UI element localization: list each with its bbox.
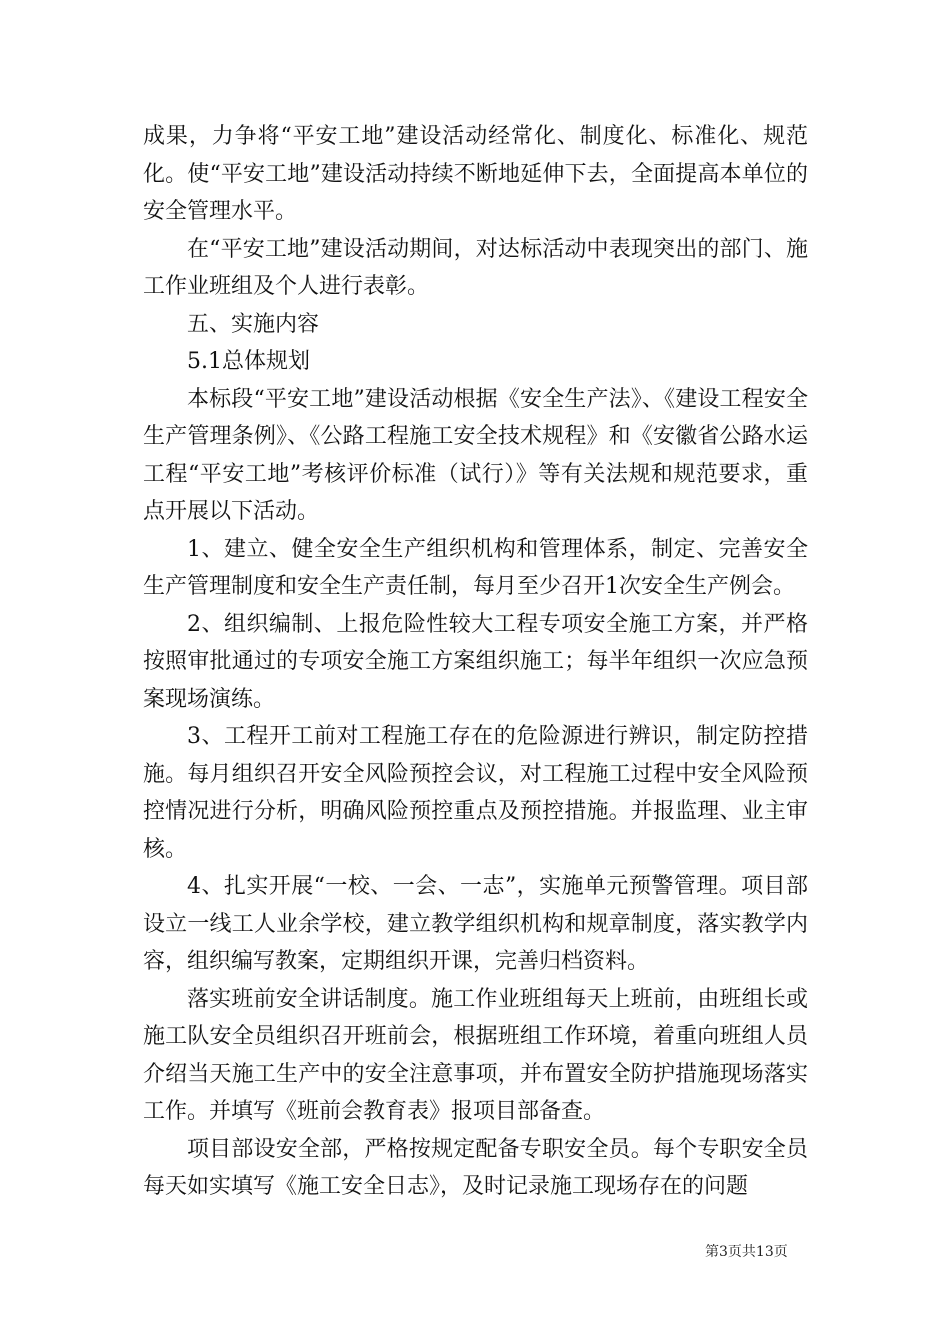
section-heading: 五、实施内容 (187, 311, 320, 337)
paragraph: 本标段“平安工地”建设活动根据《安全生产法》、《建设工程安全生产管理条例》、《公路工程施工安全技术规程》和《安徽省公路水运工程“平安工地”考核评价标准（试行）》等有关法规和规范要求，重点开展以下活动。 (143, 386, 808, 524)
list-item: 4、扎实开展“一校、一会、一志”，实施单元预警管理。项目部设立一线工人业余学校，建立教学组织机构和规章制度，落实教学内容，组织编写教案，定期组织开课，完善归档资料。 (143, 874, 808, 974)
paragraph: 项目部设安全部，严格按规定配备专职安全员。每个专职安全员每天如实填写《施工安全日志》，及时记录施工现场存在的问题 (143, 1136, 808, 1199)
subsection-heading: 5.1总体规划 (187, 349, 310, 374)
page-number: 第3页共13页 (705, 1244, 788, 1260)
document-body (143, 118, 808, 1206)
list-item: 1、建立、健全安全生产组织机构和管理体系，制定、完善安全生产管理制度和安全生产责任制，每月至少召开1次安全生产例会。 (143, 536, 808, 599)
list-item: 2、组织编制、上报危险性较大工程专项安全施工方案，并严格按照审批通过的专项安全施工方案组织施工；每半年组织一次应急预案现场演练。 (143, 611, 808, 712)
list-item: 3、工程开工前对工程施工存在的危险源进行辨识，制定防控措施。每月组织召开安全风险预控会议，对工程施工过程中安全风险预控情况进行分析，明确风险预控重点及预控措施。并报监理、业主审核。 (143, 724, 808, 862)
paragraph: 成果，力争将“平安工地”建设活动经常化、制度化、标准化、规范化。使“平安工地”建设活动持续不断地延伸下去，全面提高本单位的安全管理水平。 (143, 124, 808, 224)
paragraph: 落实班前安全讲话制度。施工作业班组每天上班前，由班组长或施工队安全员组织召开班前会，根据班组工作环境，着重向班组人员介绍当天施工生产中的安全注意事项，并布置安全防护措施现场落实工作。并填写《班前会教育表》报项目部备查。 (143, 986, 808, 1124)
paragraph: 在“平安工地”建设活动期间，对达标活动中表现突出的部门、施工作业班组及个人进行表彰。 (143, 236, 808, 299)
